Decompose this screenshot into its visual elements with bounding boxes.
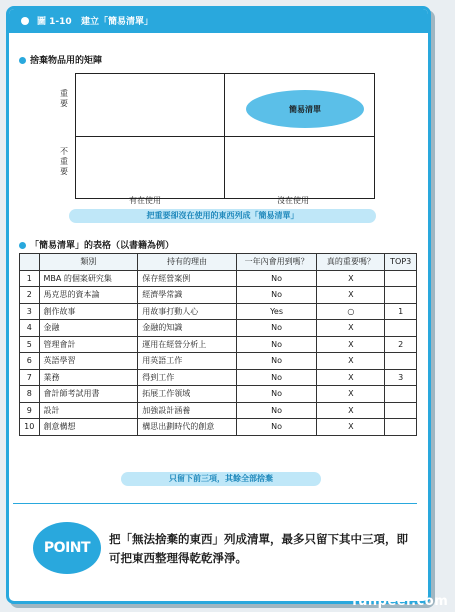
point-text: 把「無法捨棄的東西」列成清單，最多只留下其中三項，即可把東西整理得乾乾淨淨。 — [109, 532, 408, 565]
figure-number: 圖 1-10 — [37, 17, 72, 27]
cell-reason: 用故事打動人心 — [138, 303, 237, 320]
cell-top3 — [385, 270, 417, 287]
col-category: 類別 — [39, 254, 138, 271]
figure-frame — [6, 6, 431, 604]
col-top3: TOP3 — [385, 254, 417, 271]
list-caption: 只留下前三項，其餘全部捨棄 — [121, 472, 321, 486]
col-index — [20, 254, 40, 271]
x-right-label: 沒在使用 — [277, 196, 309, 205]
cell-important: X — [317, 369, 385, 386]
cell-top3 — [385, 287, 417, 304]
cell-index: 2 — [20, 287, 40, 304]
cell-category: 英語學習 — [39, 353, 138, 370]
cell-index: 5 — [20, 336, 40, 353]
table-row — [20, 303, 417, 320]
table-row — [20, 419, 417, 436]
cell-used: No — [236, 419, 316, 436]
cell-top3: 1 — [385, 303, 417, 320]
cell-reason: 構思出劃時代的創意 — [138, 419, 237, 436]
brand-watermark: funpeer.com — [352, 594, 449, 609]
cell-index: 7 — [20, 369, 40, 386]
oval-label: 簡易清單 — [289, 104, 321, 114]
col-used-within-year: 一年內會用到嗎？ — [236, 254, 316, 271]
y-bottom-label: 不重要 — [60, 147, 68, 176]
table-row — [20, 270, 417, 287]
table-row — [20, 402, 417, 419]
col-reason: 持有的理由 — [138, 254, 237, 271]
cell-reason: 金融的知識 — [138, 320, 237, 337]
cell-reason: 經濟學常識 — [138, 287, 237, 304]
cell-top3 — [385, 320, 417, 337]
cell-reason: 用英語工作 — [138, 353, 237, 370]
cell-used: No — [236, 336, 316, 353]
x-left-label: 有在使用 — [129, 196, 161, 205]
list-heading — [19, 238, 174, 251]
disposal-matrix — [75, 73, 375, 199]
cell-reason: 保存經營案例 — [138, 270, 237, 287]
cell-used: No — [236, 320, 316, 337]
cell-top3: 2 — [385, 336, 417, 353]
simple-list-oval — [246, 90, 364, 128]
cell-important: ○ — [317, 303, 385, 320]
cell-category: 設計 — [39, 402, 138, 419]
cell-important: X — [317, 270, 385, 287]
cell-index: 9 — [20, 402, 40, 419]
list-heading-text: 「簡易清單」的表格（以書籍為例） — [30, 241, 175, 251]
cell-index: 1 — [20, 270, 40, 287]
point-box — [13, 503, 417, 582]
cell-index: 4 — [20, 320, 40, 337]
figure-header — [9, 9, 428, 33]
cell-used: No — [236, 402, 316, 419]
cell-used: No — [236, 369, 316, 386]
cell-index: 6 — [20, 353, 40, 370]
matrix-caption: 把重要卻沒在使用的東西列成「簡易清單」 — [69, 209, 376, 223]
bullet-icon — [19, 242, 26, 249]
table-row — [20, 336, 417, 353]
figure-title: 建立「簡易清單」 — [81, 17, 154, 27]
cell-top3 — [385, 386, 417, 403]
cell-category: 馬克思的資本論 — [39, 287, 138, 304]
table-row — [20, 287, 417, 304]
cell-used: No — [236, 270, 316, 287]
cell-category: 創作故事 — [39, 303, 138, 320]
cell-important: X — [317, 386, 385, 403]
cell-index: 8 — [20, 386, 40, 403]
point-badge: POINT — [33, 522, 101, 574]
cell-important: X — [317, 353, 385, 370]
cell-used: Yes — [236, 303, 316, 320]
cell-reason: 加強設計涵養 — [138, 402, 237, 419]
matrix-heading — [19, 53, 102, 66]
cell-top3 — [385, 353, 417, 370]
simple-list-table — [19, 253, 417, 436]
table-row — [20, 320, 417, 337]
cell-category: 會計師考試用書 — [39, 386, 138, 403]
cell-top3 — [385, 419, 417, 436]
matrix-divider-horizontal — [76, 136, 374, 137]
cell-reason: 得到工作 — [138, 369, 237, 386]
cell-used: No — [236, 287, 316, 304]
cell-top3 — [385, 402, 417, 419]
cell-top3: 3 — [385, 369, 417, 386]
table-row — [20, 353, 417, 370]
bullet-icon — [19, 57, 26, 64]
cell-category: 管理會計 — [39, 336, 138, 353]
cell-important: X — [317, 287, 385, 304]
cell-reason: 拓展工作領域 — [138, 386, 237, 403]
cell-reason: 運用在經營分析上 — [138, 336, 237, 353]
cell-index: 10 — [20, 419, 40, 436]
table-row — [20, 369, 417, 386]
y-top-label: 重要 — [60, 89, 68, 108]
cell-index: 3 — [20, 303, 40, 320]
col-truly-important: 真的重要嗎？ — [317, 254, 385, 271]
table-row — [20, 386, 417, 403]
cell-important: X — [317, 419, 385, 436]
cell-used: No — [236, 386, 316, 403]
cell-category: 業務 — [39, 369, 138, 386]
cell-important: X — [317, 320, 385, 337]
cell-important: X — [317, 402, 385, 419]
header-dot-icon — [21, 17, 29, 25]
cell-used: No — [236, 353, 316, 370]
matrix-heading-text: 捨棄物品用的矩陣 — [30, 56, 103, 66]
cell-category: MBA 的個案研究集 — [39, 270, 138, 287]
table-header-row — [20, 254, 417, 271]
cell-category: 金融 — [39, 320, 138, 337]
cell-category: 創意構想 — [39, 419, 138, 436]
cell-important: X — [317, 336, 385, 353]
